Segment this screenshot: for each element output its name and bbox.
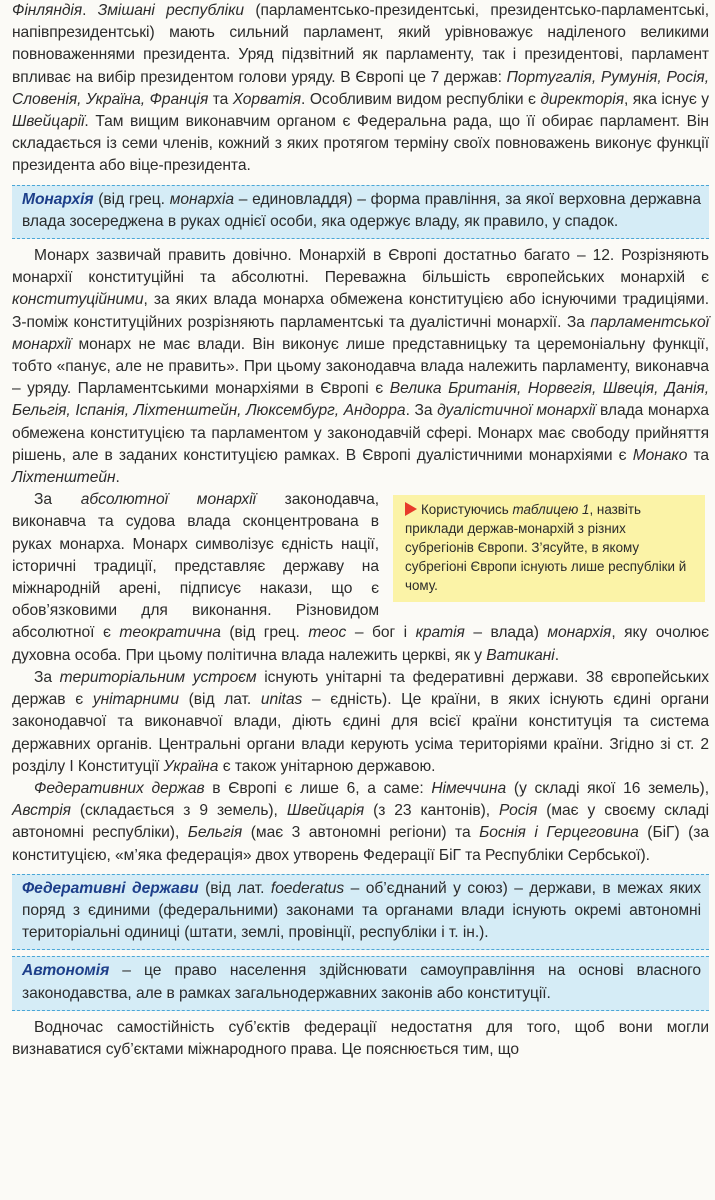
- italic-term: Змішані республіки: [97, 2, 245, 19]
- italic-term: монархіа: [169, 190, 235, 208]
- italic-term: foederatus: [270, 879, 345, 897]
- term-federal-states: Федеративні держави: [22, 879, 199, 897]
- italic-term: Швейцарії: [12, 113, 85, 131]
- italic-term: кратія: [415, 624, 465, 642]
- italic-term: Велика Британія, Норвегія, Швеція, Данія, Бельгія, Іспанія, Ліхтенштейн, Люксембург, Андорра: [12, 380, 709, 420]
- text-run: (БіГ) (за конституцією, «м’яка федерація» двох утворень Федерації БіГ та Республіки Сербської).: [12, 824, 709, 864]
- definition-autonomy: [22, 960, 701, 1004]
- text-run: влада монарха обмежена конституцією та парламентом у законодавчій сфері. Монарх має свободу прийняття рішень, але в заданих конституцією рамках. В Європі дуалістичними монархіями є: [12, 402, 710, 464]
- italic-term: дуалістичної монархії: [437, 402, 596, 420]
- text-run: . За: [405, 402, 438, 420]
- italic-term: Німеччина: [431, 779, 507, 797]
- term-monarchy: Монархія: [22, 190, 94, 208]
- italic-term: територіальним устроєм: [59, 668, 257, 686]
- text-run: .: [82, 2, 98, 19]
- text-run: Користуючись: [421, 502, 513, 518]
- text-run: За: [34, 668, 60, 686]
- text-run: (від лат.: [198, 879, 271, 897]
- italic-term: монархія: [547, 624, 612, 642]
- task-text: [405, 502, 686, 593]
- italic-term: unitas: [260, 691, 303, 709]
- text-run: (від грец.: [93, 190, 170, 208]
- italic-term: Ліхтенштейн: [12, 469, 116, 487]
- italic-term: Хорватія: [232, 90, 302, 108]
- text-run: (має 3 автономні регіони) та: [242, 824, 480, 842]
- italic-term: Фінляндія: [12, 2, 83, 19]
- text-run: Монарх зазвичай править довічно. Монархій в Європі достатньо багато – 12. Розрізняють монархії конституційні та абсолютні. Переважна більшість європейських монархій є: [12, 247, 709, 287]
- italic-term: Федеративних держав: [34, 779, 205, 797]
- text-run: – це право населення здійснювати самоуправління на основі власного законодавства, але в рамках загальнодержавних законів або конституції.: [22, 962, 701, 1002]
- text-run: – единовладдя) – форма правління, за якої верховна державна влада зосереджена в руках однієї особи, яка одержує владу, як правило, у спадок.: [22, 190, 701, 230]
- definition-federal: [22, 878, 701, 945]
- italic-term: Росія: [499, 802, 538, 820]
- italic-term: теократична: [119, 624, 221, 642]
- paragraph-federation-subjects: [12, 1017, 709, 1061]
- text-run: в Європі є лише 6, а саме:: [204, 779, 432, 797]
- text-run: За: [34, 491, 81, 509]
- italic-term: унітарними: [92, 691, 179, 709]
- italic-term: Бельгія: [187, 824, 243, 842]
- text-run: , яка існує у: [624, 90, 709, 108]
- text-run: та: [208, 90, 233, 108]
- italic-term: парламентської монархії: [12, 313, 709, 353]
- italic-term: Боснія і Герцеговина: [479, 824, 639, 842]
- text-run: (у складі якої 16 земель),: [506, 779, 709, 797]
- text-run: .: [554, 646, 559, 664]
- text-run: Водночас самостійність суб’єктів федерації недостатня для того, щоб вони могли визнаватися суб’єктами міжнародного права. Це пояснюється тим, що: [12, 1018, 709, 1058]
- text-run: , яку очолює духовна особа. При цьому політична влада належить церкві, як у: [12, 624, 709, 664]
- paragraph-federal-states: [12, 778, 709, 867]
- definition-autonomy-box: [12, 956, 709, 1010]
- italic-term: теос: [308, 624, 347, 642]
- text-run: (від лат.: [178, 691, 261, 709]
- text-run: (парламентсько-президентські, президентсько-парламентські, напівпрезидентські) мають сильний парламент, який урівноважує наділеного великими повноваженнями президента. Уряд підзвітний як парламенту, так і президентові, парламент впливає на вибір президентом голови уряду. В Європі це 7 держав:: [12, 2, 709, 86]
- definition-monarchy: [22, 189, 701, 233]
- text-run: законодавча, виконавча та судова влада сконцентрована в руках монарха. Монарх символізує єдність нації, історичні традиції, представляє державу на міжнародній арені, підписує накази, що є обов’язковими для виконання. Різновидом абсолютної є: [12, 491, 379, 642]
- italic-term: директорія: [540, 90, 624, 108]
- italic-term: таблицею 1: [512, 502, 590, 518]
- text-run: є також унітарною державою.: [218, 757, 436, 775]
- italic-term: Австрія: [12, 802, 71, 820]
- paragraph-monarchy-types: [12, 245, 709, 489]
- definition-federal-box: [12, 874, 709, 951]
- text-run: – бог і: [346, 624, 416, 642]
- italic-term: Україна: [163, 757, 219, 775]
- text-run: – об’єднаний у союз) – держави, в межах яких поряд з єдиними (федеральними) законами та органами влади існують окремі автономні територіальні одиниці (штати, землі, провінції, республіки і т. ін.).: [22, 879, 701, 942]
- text-run: існують унітарні та федеративні держави. 38 європейських держав є: [12, 668, 709, 709]
- task-box: [393, 495, 705, 602]
- text-run: (з 23 кантонів),: [364, 802, 499, 820]
- text-run: , назвіть приклади держав-монархій з різних субрегіонів Європи. З’ясуйте, в якому субрегіоні Європи існують лише республіки й чому.: [405, 502, 687, 594]
- term-autonomy: Автономія: [22, 962, 110, 980]
- italic-term: конституційними: [12, 291, 144, 309]
- paragraph-territorial-structure: [12, 667, 709, 778]
- text-run: – влада): [464, 624, 548, 642]
- italic-term: Швейцарія: [286, 802, 365, 820]
- text-run: (від грец.: [220, 624, 309, 642]
- red-triangle-icon: [405, 502, 417, 516]
- text-run: . Особливим видом республіки є: [301, 90, 541, 108]
- italic-term: абсолютної монархії: [80, 491, 256, 509]
- paragraph-republics: [12, 0, 709, 178]
- definition-monarchy-box: [12, 185, 709, 239]
- text-run: – єдність). Це країни, в яких існують єдині органи законодавчої та виконавчої влади, діють єдині для всієї країни конституція та система державних органів. Центральні органи влади керують усіма територіями країни. Згідно зі ст. 2 розділу І Конституції: [12, 691, 709, 775]
- text-run: .: [115, 469, 120, 487]
- text-run: (складається з 9 земель),: [70, 802, 287, 820]
- definition-autonomy-text: [22, 962, 701, 1001]
- italic-term: Ватикані: [486, 646, 555, 664]
- text-run: та: [687, 446, 709, 464]
- text-run: . Там вищим виконавчим органом є Федеральна рада, що її обирає парламент. Він складається із семи членів, кожний з яких протягом терміну своїх повноважень виконує функції президента або віце-президента.: [12, 113, 709, 175]
- definition-monarchy-text: [22, 191, 701, 230]
- text-run: монарх не має влади. Він виконує лише представницьку та церемоніальну функції, тобто «панує, але не править». При цьому законодавча влада належить парламенту, виконавча – уряду. Парламентськими монархіями в Європі є: [12, 335, 709, 398]
- text-run: , за яких влада монарха обмежена конституцією або існуючими традиціями. З-поміж конституційних розрізняють парламентські та дуалістичні монархії. За: [12, 291, 709, 331]
- text-run: (має у своєму складі автономні республіки),: [12, 802, 710, 842]
- italic-term: Монако: [632, 446, 688, 464]
- italic-term: Португалія, Румунія, Росія, Словенія, Україна, Франція: [12, 68, 709, 108]
